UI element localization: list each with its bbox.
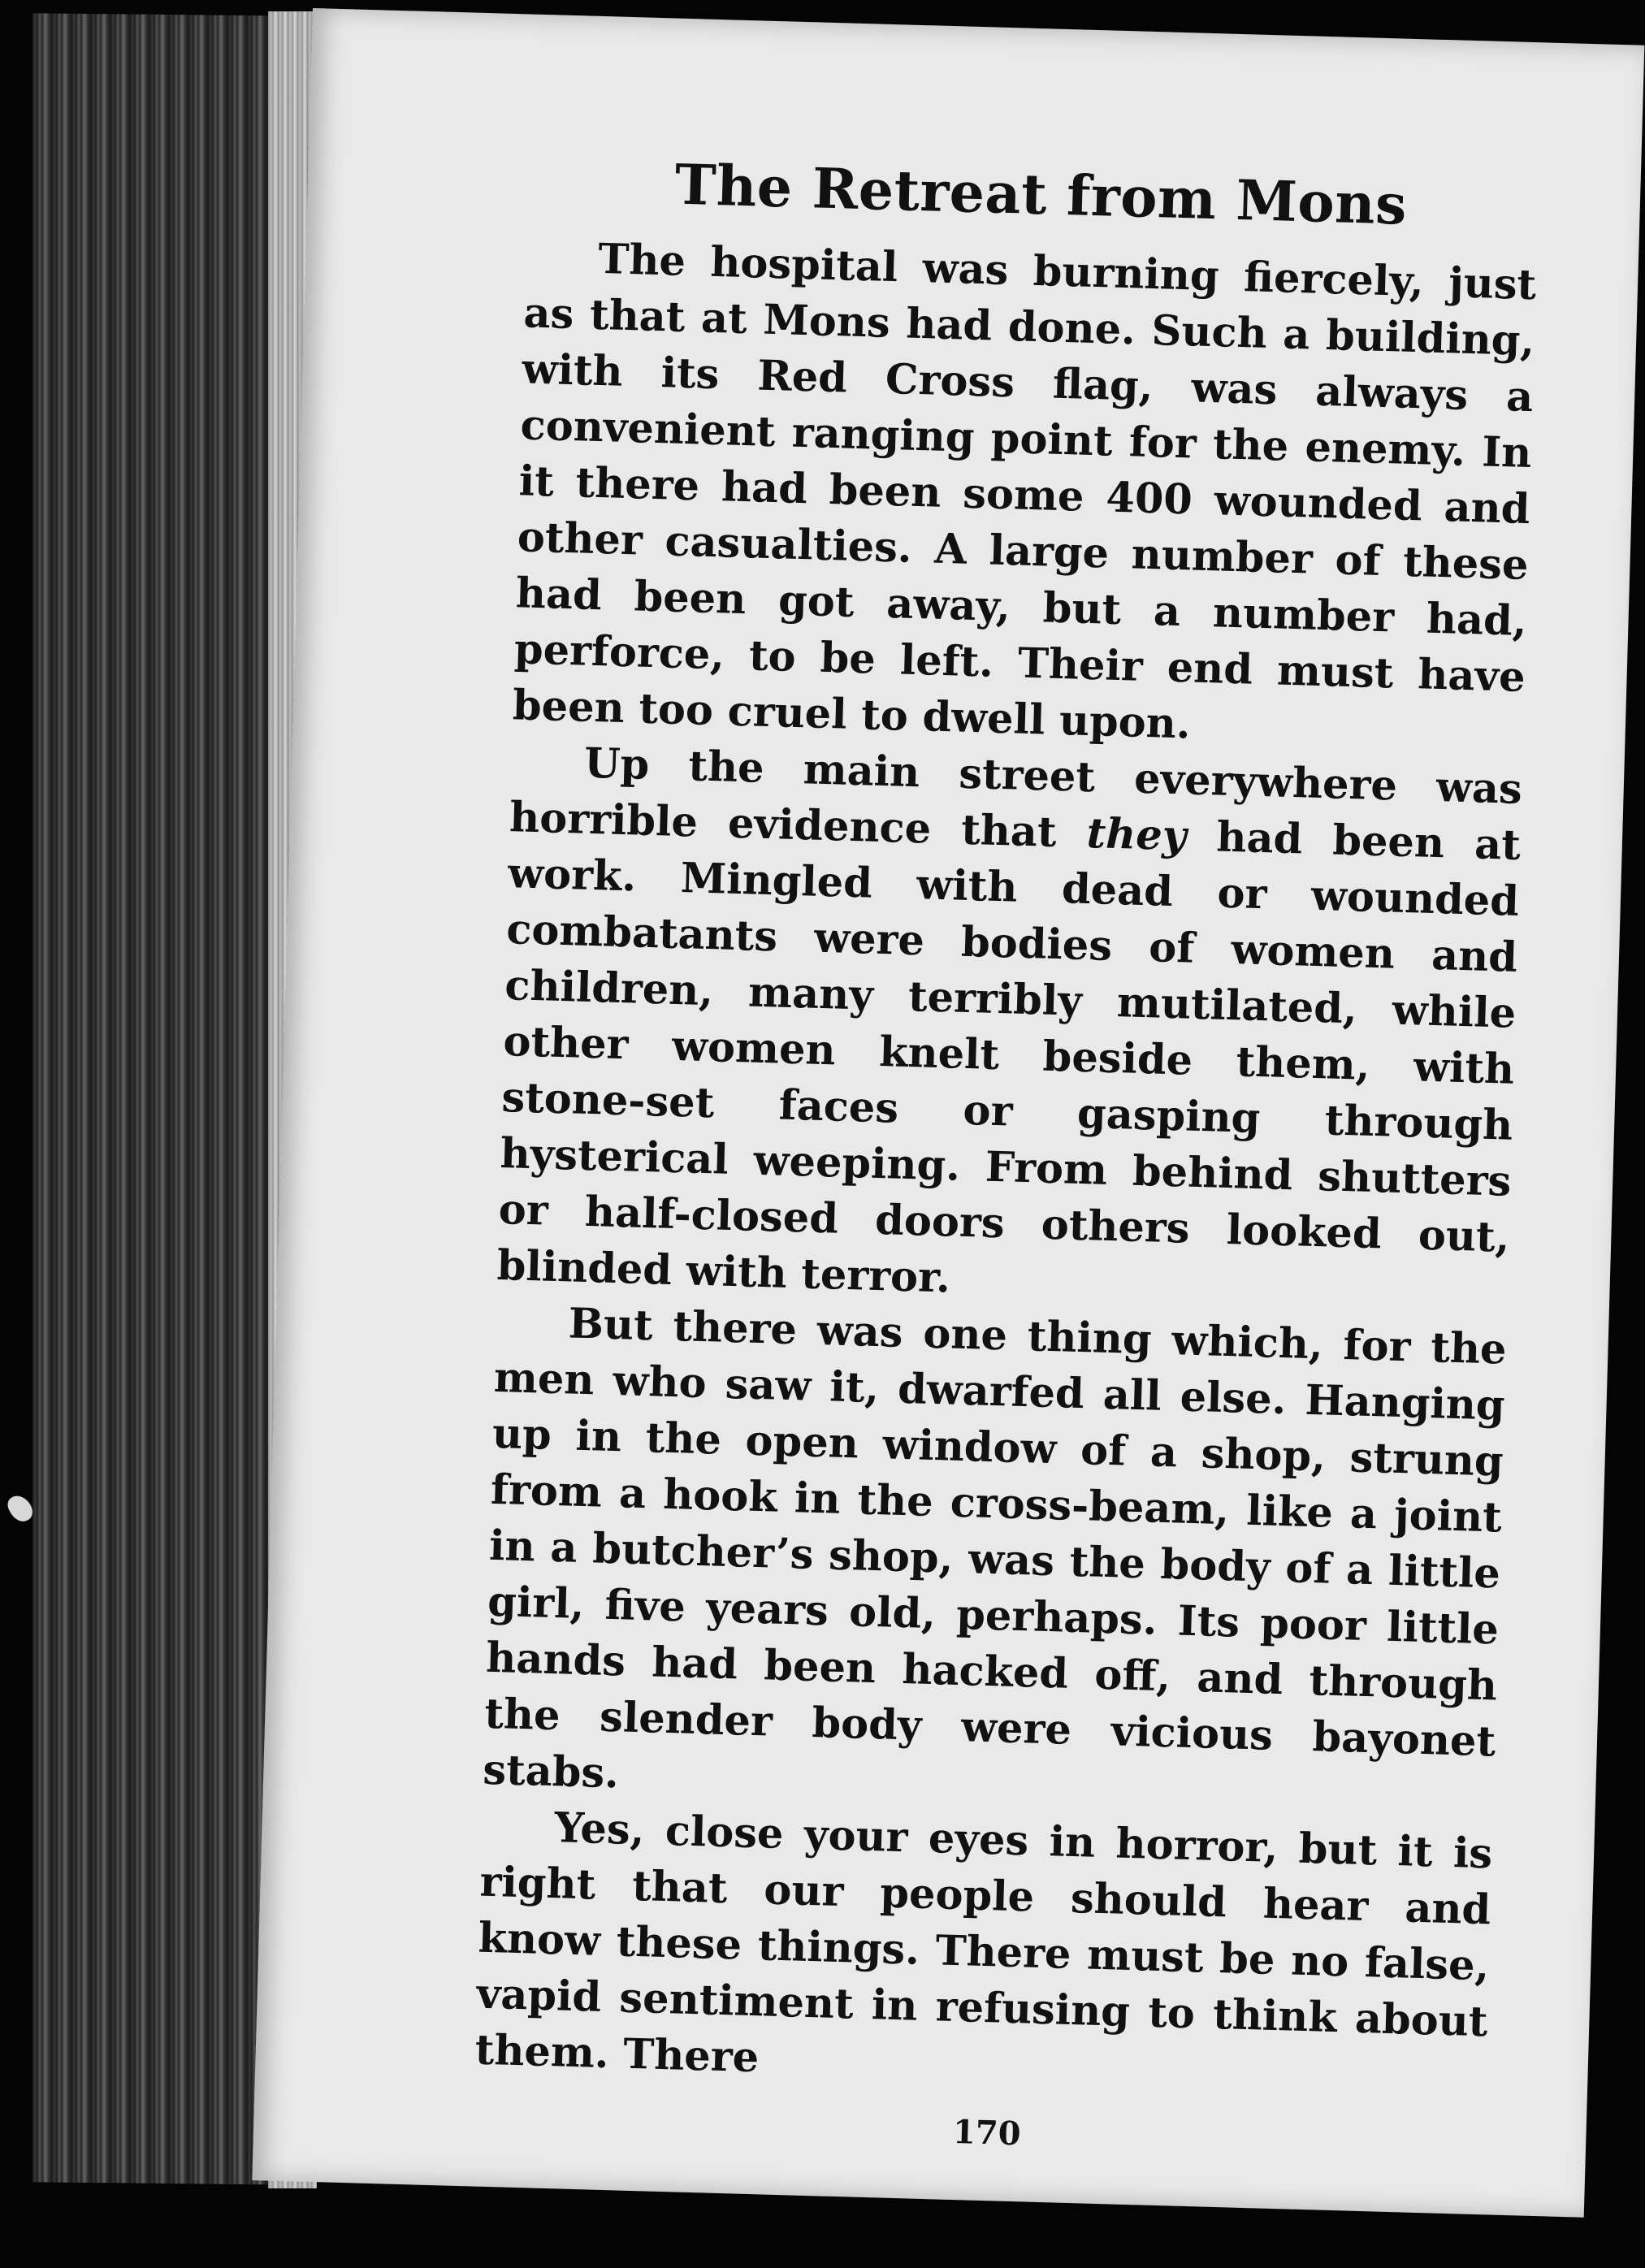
- paragraph-text: But there was one thing which, for the men who saw it, dwarfed all else. Hanging up in the open window of a shop, strung from a hook in the cross-beam, like a joint in a butcher’s shop, was the body of a little girl, five years old, perhaps. Its poor little hands had been hacked off, and through the slender body were vicious bayonet stabs.: [482, 1299, 1508, 1798]
- italic-word: they: [1085, 809, 1188, 861]
- paragraph-2: [496, 734, 1523, 1322]
- paragraph-text: The hospital was burning fiercely, just as that at Mons had done. Such a building, with its Red Cross flag, was always a convenient ranging point for the enemy. In it there had been some 400 wounded and other casualties. A large number of these had been got away, but a number had, perforce, to be left. Their end must have been too cruel to dwell upon.: [512, 234, 1537, 749]
- paragraph-1: [512, 229, 1537, 762]
- page-content: [473, 148, 1539, 2166]
- page-number: 170: [952, 2113, 1022, 2153]
- paragraph-4: [474, 1798, 1493, 2107]
- running-head: The Retreat from Mons: [673, 152, 1409, 238]
- book-page: [252, 8, 1644, 2218]
- paragraph-3: [483, 1294, 1508, 1827]
- paragraph-text: had been at work. Mingled with dead or wounded combatants were bodies of women and children, many terribly mutilated, while other women knelt beside them, with stone-set faces or gasping through hysterical weeping. From behind shutters or half-closed doors others looked out, blinded with terror.: [496, 812, 1522, 1303]
- paragraph-text: Up the main street everywhere was horrible evidence that: [509, 738, 1523, 858]
- paragraph-text: Yes, close your eyes in horror, but it is right that our people should hear and know these things. There must be no false, vapid sentiment in refusing to think about them. There: [474, 1803, 1493, 2083]
